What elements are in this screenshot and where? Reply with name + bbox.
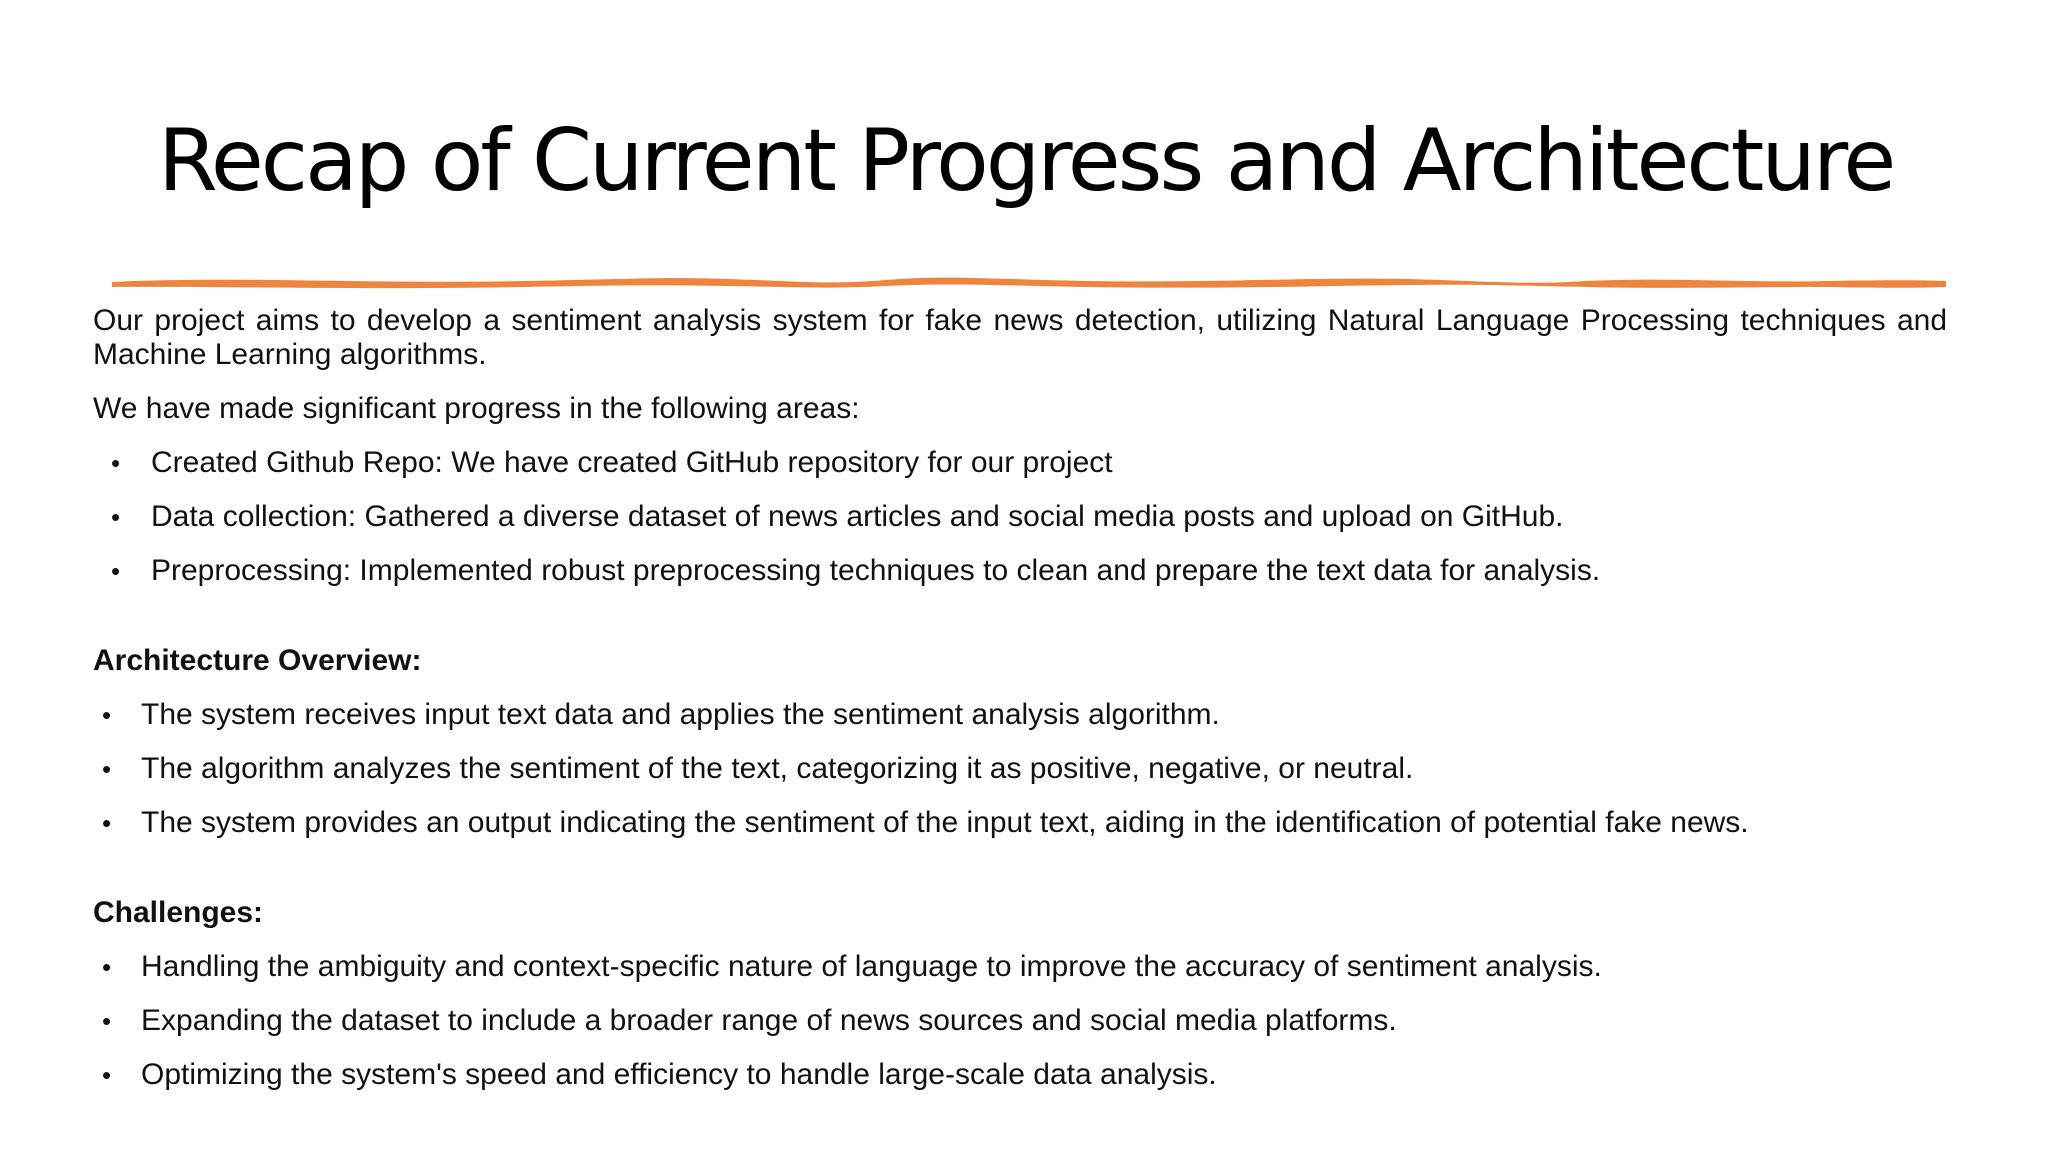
bullet-icon: •: [102, 700, 112, 730]
challenges-heading: Challenges:: [93, 896, 264, 929]
list-item: [93, 698, 1947, 732]
list-item-text: The system provides an output indicating the sentiment of the input text, aiding in the identification of potential fake news.: [141, 806, 1749, 839]
list-item: [93, 1004, 1947, 1038]
bullet-icon: •: [111, 448, 121, 478]
list-item: [93, 806, 1947, 840]
list-item-text: Handling the ambiguity and context-specific nature of language to improve the accuracy of sentiment analysis.: [141, 950, 1602, 983]
list-item: [93, 500, 1947, 534]
architecture-list: [93, 698, 1947, 840]
list-item: [93, 1058, 1947, 1092]
list-item: [93, 446, 1947, 480]
progress-list: [93, 446, 1947, 588]
bullet-icon: •: [102, 754, 112, 784]
bullet-icon: •: [102, 952, 112, 982]
bullet-icon: •: [102, 1060, 112, 1090]
progress-lead: We have made significant progress in the following areas:: [93, 392, 860, 425]
list-item-text: Preprocessing: Implemented robust preprocessing techniques to clean and prepare the text data for analysis.: [151, 554, 1601, 587]
list-item-text: Optimizing the system's speed and efficiency to handle large-scale data analysis.: [141, 1058, 1217, 1091]
bullet-icon: •: [111, 556, 121, 586]
list-item: [93, 554, 1947, 588]
challenges-list: [93, 950, 1947, 1092]
architecture-heading: Architecture Overview:: [93, 644, 422, 677]
bullet-icon: •: [102, 808, 112, 838]
list-item-text: The algorithm analyzes the sentiment of the text, categorizing it as positive, negative, or neutral.: [141, 752, 1414, 785]
list-item: [93, 752, 1947, 786]
slide-body: [93, 304, 1947, 1112]
slide-title: Recap of Current Progress and Architecture: [158, 111, 1894, 211]
list-item-text: Data collection: Gathered a diverse dataset of news articles and social media posts and upload on GitHub.: [151, 500, 1564, 533]
list-item: [93, 950, 1947, 984]
intro-paragraph: Our project aims to develop a sentiment analysis system for fake news detection, utilizing Natural Language Processing techniques and Machine Learning algorithms.: [93, 304, 1947, 371]
title-underline-brushstroke: [106, 268, 1952, 298]
bullet-icon: •: [111, 502, 121, 532]
bullet-icon: •: [102, 1006, 112, 1036]
list-item-text: Expanding the dataset to include a broader range of news sources and social media platforms.: [141, 1004, 1397, 1037]
list-item-text: The system receives input text data and applies the sentiment analysis algorithm.: [141, 698, 1220, 731]
list-item-text: Created Github Repo: We have created GitHub repository for our project: [151, 446, 1113, 479]
brushstroke-path: [112, 278, 1946, 289]
